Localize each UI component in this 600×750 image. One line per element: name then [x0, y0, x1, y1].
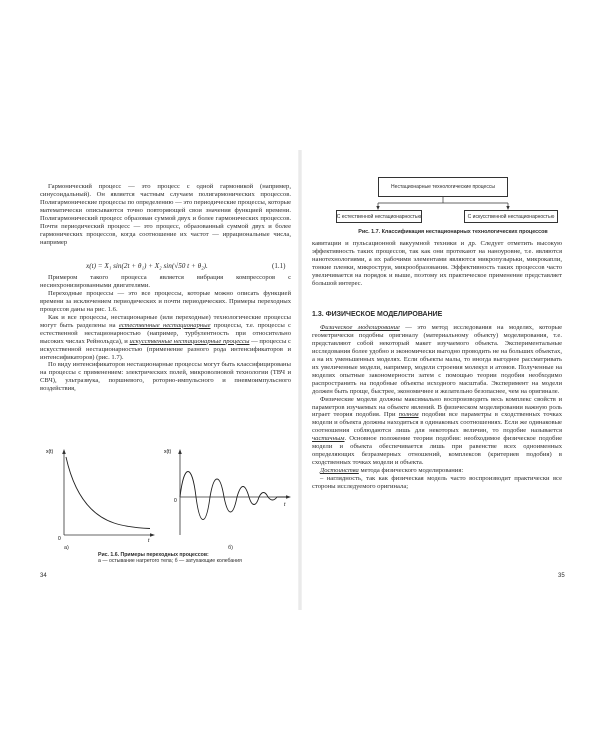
formula: x(t) = X₁ sin(2t + θ₁) + X₂ sin(√50 t + θ₂). — [86, 262, 208, 270]
x-axis-arrow — [150, 533, 155, 537]
list-item: – наглядность, так как физическая модель часто воспроизводит практически все стороны исследуемого оригинала; — [312, 475, 562, 491]
section-heading: 1.3. ФИЗИЧЕСКОЕ МОДЕЛИРОВАНИЕ — [312, 311, 443, 318]
caption-body: а — остывание нагретого тела; б — затухающие колебания — [98, 558, 242, 565]
cooling-curve — [66, 457, 150, 529]
paragraph: Как и все процессы, нестационарные (или переходные) технологические процессы могут быть разделены на естественные нестационарные процессы, т.е. процессы с естественной нестационарностью (например, турбулентность при относительно высоких числах Рейнольдса), и искусственные нестационарные процессы — процессы с искусственной нестационарностью (применение разного рода интенсификаторов и интенсификаторов) (рис. 1.7). — [40, 313, 291, 361]
plot-a — [46, 449, 155, 543]
left-text-top — [40, 183, 291, 247]
right-text-body — [312, 324, 562, 491]
paragraph: Физическое моделирование — это метод исследования на моделях, которые геометрически подобны оригиналу (материальному объекту) моделирования, т.е. представляют собой некоторый макет изучаемого объекта. Экспериментальные исследования более удобно и экономически выгодно проводить не на больших объектах, а на их уменьшенных моделях. Если объекты малы, то иногда выгоднее рассматривать их увеличенные модели, например, модели строения молекул и атомов. Полученные на моделях опытные закономерности затем с помощью теории подобия необходимо распространить на подобные объекты исходного масштаба. Эксперимент на модели должен быть проще, быстрее, экономичнее и желательно безопаснее, чем на оригинале. — [312, 324, 562, 395]
page-number-left: 34 — [40, 573, 47, 579]
paragraph: Примером такого процесса является вибрация компрессоров с несинхронизированными двигателями. — [40, 274, 291, 289]
figure-1-6-caption — [98, 552, 278, 565]
damped-oscillation — [180, 472, 286, 520]
figure-1-6 — [42, 443, 292, 543]
right-page — [300, 0, 600, 750]
axis-label-zero: 0 — [58, 536, 61, 542]
axis-label-t: t — [148, 538, 150, 543]
axis-label-x: x(t) — [164, 449, 172, 455]
axis-label-zero: 0 — [174, 498, 177, 504]
y-axis-arrow — [62, 449, 66, 454]
figure-1-7-caption: Рис. 1.7. Классификация нестационарных технологических процессов — [358, 229, 548, 235]
plot-b — [164, 449, 291, 535]
axis-label-t: t — [284, 502, 286, 508]
formula-number: (1.1) — [272, 262, 286, 270]
diagram-box-left: С естественной нестационарностью — [336, 210, 422, 223]
right-text-top — [312, 240, 562, 288]
y-axis-arrow — [178, 449, 182, 454]
diagram-box-right: С искусственной нестационарностью — [464, 210, 558, 223]
fig-label-b: б) — [228, 545, 233, 551]
paragraph: По виду интенсификаторов нестационарные процессы могут быть классифицированы на процессы с применением: электрических полей, микроволновой технологии (ТВЧ и СВЧ), ультразвука, поршневого, роторно-импульсного и пневмоимпульсного воздействия, — [40, 361, 291, 393]
left-text-middle — [40, 274, 291, 393]
caption-title: Рис. 1.6. Примеры переходных процессов: — [98, 552, 209, 558]
paragraph: кавитации и пульсационной вакуумной техники и др. Следует отметить высокую эффективность таких процессов, так как они протекают на наноуровне, т.е. являются нанотехнологиями, а их рабочими элементами являются микропузырьки, микрокапли, тонкие пленки, микроструи, микрообразования. Эффективность таких процессов часто увеличивается на порядок и выше, поэтому их практическое применение представляет большой интерес. — [312, 240, 562, 287]
paragraph: Достоинства метода физического моделирования: — [320, 467, 464, 475]
fig-label-a: а) — [64, 545, 69, 551]
paragraph: Гармонический процесс — это процесс с одной гармоникой (например, синусоидальный). Он является частным случаем полигармонических процессов. Полигармонические процессы по определению — это периодические процессы, которые математически описываются точно повторяющей свои значения функцией времени. Полигармонический процесс образован суммой двух и более гармонических процессов. Почти периодический процесс — это процесс, образованный суммой двух и более гармонических процессов, когда соотношение их частот — иррациональные числа, например — [40, 183, 291, 246]
diagram-box-top: Нестационарные технологические процессы — [378, 177, 508, 197]
paragraph: Переходные процессы — это все процессы, которые можно описать функцией времени за исключением периодических и почти периодических. Примеры переходных процессов даны на рис. 1.6. — [40, 289, 291, 313]
paragraph: Физические модели должны максимально воспроизводить весь комплекс свойств и параметров изучаемых на объекте явлений. В физическом моделировании важную роль играет теория подобия. При полном подобии все параметры в сходственных точках модели и объекта должны находиться в одинаковых соотношениях. Если же одинаковые соотношения соблюдаются лишь для некоторых величин, то подобие называется частичным. Основное положение теории подобия: необходимое физическое подобие модели и объекта обеспечивается лишь при равенстве всех одноименных определяющих безразмерных отношений, комплексов (критериев подобия) в сходственных точках модели и объекта. — [312, 395, 562, 467]
x-axis-arrow — [286, 495, 291, 499]
page-number-right: 35 — [558, 573, 565, 579]
axis-label-x: x(t) — [46, 449, 54, 455]
